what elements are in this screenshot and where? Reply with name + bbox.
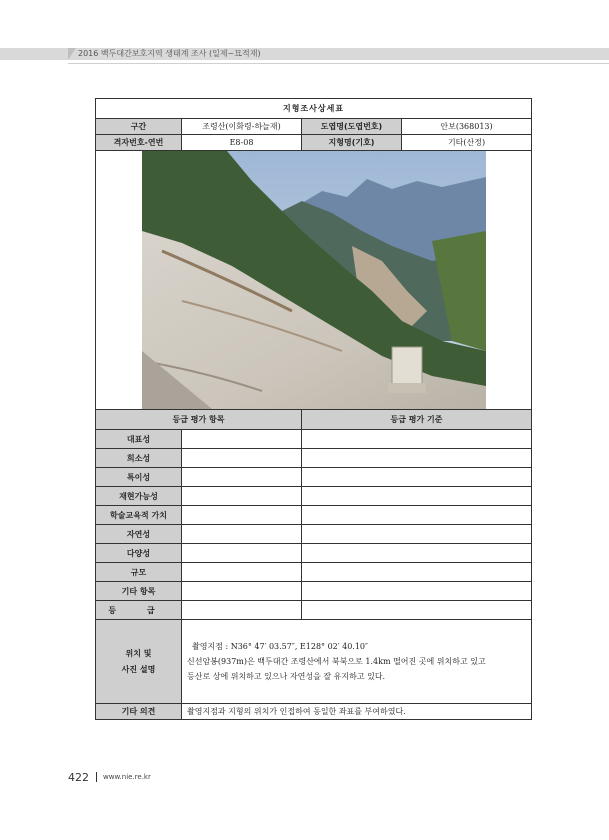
eval-criteria-cell: [302, 601, 532, 620]
eval-criteria-cell: [302, 582, 532, 601]
eval-grade-label: 등 급: [96, 601, 182, 620]
running-header-title: 2016 백두대간보호지역 생태계 조사 (일제~묘적재): [78, 49, 261, 58]
section-value: 조령산(이화령-하늘재): [182, 119, 302, 135]
eval-item-header: 등급 평가 항목: [96, 410, 302, 430]
eval-criteria-cell: [302, 506, 532, 525]
eval-item-label: 특이성: [96, 468, 182, 487]
eval-criteria-cell: [302, 525, 532, 544]
footer-url: www.nie.re.kr: [103, 773, 151, 781]
page-number: 422: [68, 771, 89, 784]
map-sheet-label: 도엽명(도엽번호): [302, 119, 402, 135]
shooting-point-coordinates: 촬영지점 : N36° 47′ 03.57″, E128° 02′ 40.10″: [192, 642, 369, 651]
eval-item-label: 희소성: [96, 449, 182, 468]
eval-criteria-cell: [302, 563, 532, 582]
description-line: 신선암봉(937m)은 백두대간 조령산에서 북북으로 1.4km 떨어진 곳에 위치하고 있고: [187, 657, 486, 666]
landform-photo: [142, 151, 486, 409]
photo-cell: [96, 151, 532, 410]
eval-score-cell: [182, 430, 302, 449]
eval-score-cell: [182, 544, 302, 563]
eval-score-cell: [182, 525, 302, 544]
landform-name-value: 기타(산정): [402, 135, 532, 151]
location-label-line1: 위치 및: [125, 648, 152, 658]
eval-item-label: 학술교육적 가치: [96, 506, 182, 525]
grid-number-value: E8-08: [182, 135, 302, 151]
location-label: [96, 620, 182, 704]
header-notch-decoration: [68, 48, 76, 60]
location-description: [182, 620, 532, 704]
map-sheet-value: 안보(368013): [402, 119, 532, 135]
location-label-line2: 사진 설명: [121, 664, 156, 674]
eval-criteria-cell: [302, 468, 532, 487]
eval-criteria-cell: [302, 430, 532, 449]
eval-item-label: 재현가능성: [96, 487, 182, 506]
landform-survey-form: [95, 98, 532, 720]
landform-name-label: 지형명(기호): [302, 135, 402, 151]
description-line: 등산로 상에 위치하고 있으나 자연성을 잘 유지하고 있다.: [187, 672, 386, 681]
eval-item-label: 규모: [96, 563, 182, 582]
header-divider: [68, 63, 609, 64]
eval-score-cell: [182, 487, 302, 506]
eval-criteria-cell: [302, 449, 532, 468]
footer-divider: [96, 772, 97, 782]
eval-item-label: 대표성: [96, 430, 182, 449]
eval-item-label: 기타 항목: [96, 582, 182, 601]
eval-score-cell: [182, 582, 302, 601]
eval-item-label: 다양성: [96, 544, 182, 563]
eval-criteria-cell: [302, 487, 532, 506]
section-label: 구간: [96, 119, 182, 135]
eval-score-cell: [182, 563, 302, 582]
eval-score-cell: [182, 449, 302, 468]
grid-number-label: 격자번호-연번: [96, 135, 182, 151]
eval-score-cell: [182, 468, 302, 487]
eval-score-cell: [182, 601, 302, 620]
eval-criteria-cell: [302, 544, 532, 563]
etc-opinion-label: 기타 의견: [96, 704, 182, 720]
eval-item-label: 자연성: [96, 525, 182, 544]
form-title: 지형조사상세표: [96, 99, 532, 119]
etc-opinion-value: 촬영지점과 지형의 위치가 인접하여 동일한 좌표를 부여하였다.: [182, 704, 532, 720]
eval-criteria-header: 등급 평가 기준: [302, 410, 532, 430]
eval-score-cell: [182, 506, 302, 525]
